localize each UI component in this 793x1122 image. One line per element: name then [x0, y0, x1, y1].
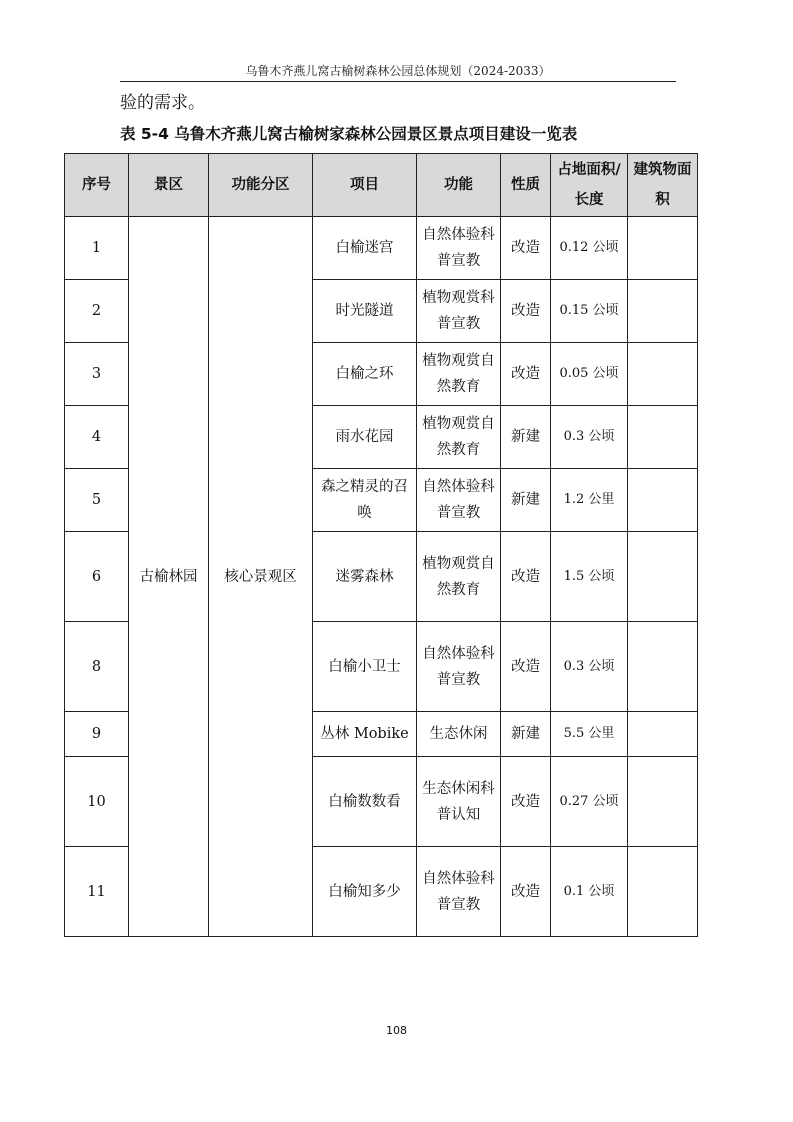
cell-no: 6 [65, 532, 129, 622]
cell-nature: 改造 [501, 757, 551, 847]
cell-nature: 新建 [501, 406, 551, 469]
col-header-project: 项目 [313, 154, 417, 217]
col-header-area: 占地面积/长度 [551, 154, 628, 217]
col-header-zone: 景区 [129, 154, 209, 217]
header-rule [120, 81, 676, 82]
cell-no: 10 [65, 757, 129, 847]
scenic-projects-table [64, 153, 698, 937]
cell-no: 2 [65, 280, 129, 343]
cell-project: 白榆数数看 [313, 757, 417, 847]
cell-function: 自然体验科普宣教 [417, 622, 501, 712]
col-header-no: 序号 [65, 154, 129, 217]
cell-area: 0.12 公顷 [551, 217, 628, 280]
cell-building [628, 847, 698, 937]
cell-no: 4 [65, 406, 129, 469]
table-header-row [65, 154, 698, 217]
cell-area: 0.1 公顷 [551, 847, 628, 937]
cell-project: 时光隧道 [313, 280, 417, 343]
cell-area: 0.15 公顷 [551, 280, 628, 343]
cell-function: 自然体验科普宣教 [417, 847, 501, 937]
cell-project: 白榆之环 [313, 343, 417, 406]
cell-area: 1.2 公里 [551, 469, 628, 532]
cell-project: 迷雾森林 [313, 532, 417, 622]
cell-function: 生态休闲 [417, 712, 501, 757]
cell-project: 雨水花园 [313, 406, 417, 469]
cell-zone: 古榆林园 [129, 217, 209, 937]
cell-area: 1.5 公顷 [551, 532, 628, 622]
cell-nature: 改造 [501, 532, 551, 622]
cell-function: 植物观赏自然教育 [417, 532, 501, 622]
cell-area: 0.05 公顷 [551, 343, 628, 406]
cell-no: 11 [65, 847, 129, 937]
cell-no: 5 [65, 469, 129, 532]
cell-project: 森之精灵的召唤 [313, 469, 417, 532]
cell-building [628, 757, 698, 847]
cell-building [628, 532, 698, 622]
cell-nature: 改造 [501, 343, 551, 406]
cell-building [628, 406, 698, 469]
cell-function-area: 核心景观区 [209, 217, 313, 937]
cell-function: 生态休闲科普认知 [417, 757, 501, 847]
cell-project: 白榆迷宫 [313, 217, 417, 280]
col-header-function: 功能 [417, 154, 501, 217]
cell-area: 5.5 公里 [551, 712, 628, 757]
col-header-function-area: 功能分区 [209, 154, 313, 217]
intro-text: 验的需求。 [120, 93, 205, 113]
col-header-building: 建筑物面积 [628, 154, 698, 217]
cell-function: 植物观赏科普宣教 [417, 280, 501, 343]
page-number: 108 [386, 1024, 407, 1037]
cell-project: 丛林 Mobike [313, 712, 417, 757]
cell-function: 自然体验科普宣教 [417, 217, 501, 280]
cell-building [628, 469, 698, 532]
cell-nature: 改造 [501, 847, 551, 937]
cell-function: 植物观赏自然教育 [417, 343, 501, 406]
cell-area: 0.3 公顷 [551, 622, 628, 712]
cell-area: 0.3 公顷 [551, 406, 628, 469]
running-header: 乌鲁木齐燕儿窝古榆树森林公园总体规划（2024-2033） [245, 64, 551, 78]
cell-function: 自然体验科普宣教 [417, 469, 501, 532]
cell-nature: 改造 [501, 622, 551, 712]
cell-building [628, 343, 698, 406]
cell-nature: 改造 [501, 280, 551, 343]
cell-no: 8 [65, 622, 129, 712]
cell-building [628, 217, 698, 280]
cell-nature: 改造 [501, 217, 551, 280]
cell-project: 白榆小卫士 [313, 622, 417, 712]
cell-function: 植物观赏自然教育 [417, 406, 501, 469]
cell-area: 0.27 公顷 [551, 757, 628, 847]
cell-no: 3 [65, 343, 129, 406]
cell-nature: 新建 [501, 469, 551, 532]
cell-building [628, 622, 698, 712]
col-header-nature: 性质 [501, 154, 551, 217]
cell-no: 1 [65, 217, 129, 280]
cell-no: 9 [65, 712, 129, 757]
table-caption: 表 5-4 乌鲁木齐燕儿窝古榆树家森林公园景区景点项目建设一览表 [120, 125, 578, 143]
table-row [65, 217, 698, 280]
cell-nature: 新建 [501, 712, 551, 757]
cell-building [628, 712, 698, 757]
cell-building [628, 280, 698, 343]
cell-project: 白榆知多少 [313, 847, 417, 937]
